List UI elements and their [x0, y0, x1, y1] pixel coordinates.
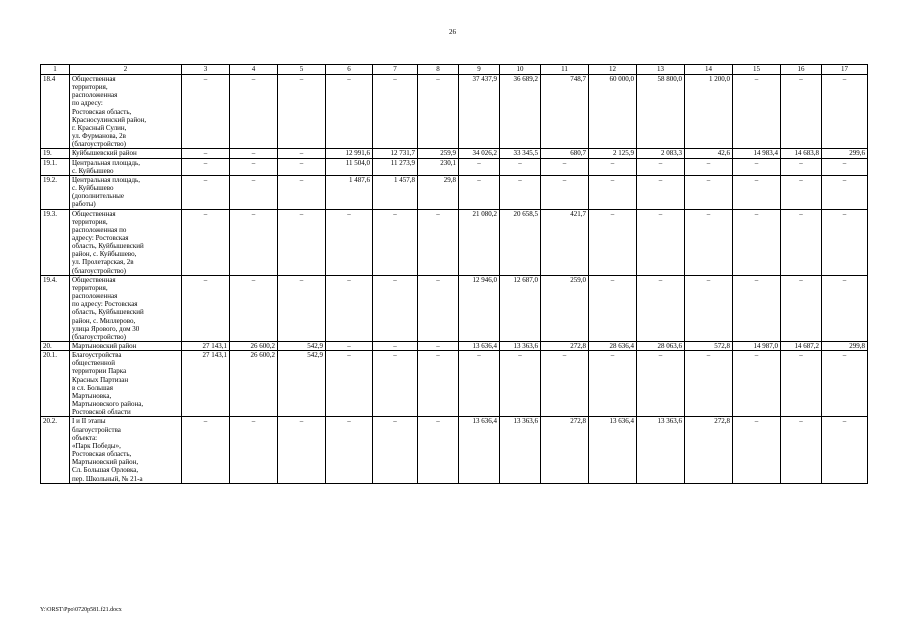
value-cell: –	[500, 351, 541, 417]
value-cell: 2 125,9	[589, 149, 637, 158]
value-cell: –	[822, 158, 868, 175]
value-cell: –	[230, 175, 278, 209]
value-cell: –	[822, 209, 868, 275]
value-cell: 12 991,6	[326, 149, 373, 158]
value-cell: –	[182, 175, 230, 209]
value-cell: 13 363,6	[637, 417, 685, 483]
value-cell: 1 487,6	[326, 175, 373, 209]
value-cell: –	[182, 209, 230, 275]
value-cell: –	[373, 351, 418, 417]
value-cell: –	[637, 209, 685, 275]
value-cell: –	[781, 275, 822, 341]
value-cell: –	[733, 75, 781, 149]
value-cell: 27 143,1	[182, 342, 230, 351]
column-number: 17	[822, 65, 868, 75]
table-row	[41, 417, 868, 483]
value-cell: 748,7	[541, 75, 589, 149]
value-cell: 42,6	[685, 149, 733, 158]
value-cell: 26 600,2	[230, 342, 278, 351]
value-cell: 542,9	[278, 342, 326, 351]
object-name-cell: Центральная площадь, с. Куйбышево (дополнительные работы)	[70, 175, 182, 209]
table-row	[41, 351, 868, 417]
value-cell: 34 026,2	[459, 149, 500, 158]
value-cell: –	[781, 175, 822, 209]
column-number: 14	[685, 65, 733, 75]
value-cell: –	[822, 275, 868, 341]
value-cell: –	[822, 417, 868, 483]
value-cell: –	[637, 275, 685, 341]
value-cell: –	[822, 75, 868, 149]
value-cell: 14 983,4	[733, 149, 781, 158]
value-cell: 33 345,5	[500, 149, 541, 158]
value-cell: 58 800,0	[637, 75, 685, 149]
object-name-cell: Центральная площадь, с. Куйбышево	[70, 158, 182, 175]
value-cell: –	[182, 149, 230, 158]
value-cell: –	[182, 417, 230, 483]
column-number: 3	[182, 65, 230, 75]
row-number-cell: 19.3.	[41, 209, 70, 275]
value-cell: 14 683,8	[781, 149, 822, 158]
value-cell: –	[326, 75, 373, 149]
value-cell: –	[326, 209, 373, 275]
value-cell: 259,0	[541, 275, 589, 341]
value-cell: –	[278, 149, 326, 158]
row-number-cell: 19.1.	[41, 158, 70, 175]
value-cell: 27 143,1	[182, 351, 230, 417]
value-cell: –	[418, 417, 459, 483]
value-cell: 36 689,2	[500, 75, 541, 149]
table-row	[41, 158, 868, 175]
value-cell: –	[230, 275, 278, 341]
value-cell: –	[541, 175, 589, 209]
object-name-cell: Куйбышевский район	[70, 149, 182, 158]
value-cell: 272,8	[541, 342, 589, 351]
column-number: 5	[278, 65, 326, 75]
value-cell: –	[589, 158, 637, 175]
value-cell: –	[418, 75, 459, 149]
value-cell: 28 063,6	[637, 342, 685, 351]
value-cell: 13 636,4	[459, 417, 500, 483]
value-cell: 1 457,8	[373, 175, 418, 209]
value-cell: –	[326, 417, 373, 483]
object-name-cell: Мартыновский район	[70, 342, 182, 351]
row-number-cell: 18.4	[41, 75, 70, 149]
value-cell: –	[230, 75, 278, 149]
table-row	[41, 342, 868, 351]
value-cell: –	[418, 209, 459, 275]
value-cell: –	[589, 351, 637, 417]
value-cell: 299,6	[822, 149, 868, 158]
row-number-cell: 19.4.	[41, 275, 70, 341]
value-cell: –	[418, 351, 459, 417]
column-number: 10	[500, 65, 541, 75]
value-cell: 12 946,0	[459, 275, 500, 341]
table-row	[41, 75, 868, 149]
value-cell: –	[326, 351, 373, 417]
value-cell: –	[230, 158, 278, 175]
column-number: 11	[541, 65, 589, 75]
value-cell: 13 636,4	[589, 417, 637, 483]
column-number: 2	[70, 65, 182, 75]
column-number: 4	[230, 65, 278, 75]
value-cell: 1 200,0	[685, 75, 733, 149]
value-cell: 272,8	[685, 417, 733, 483]
value-cell: –	[589, 175, 637, 209]
row-number-cell: 20.	[41, 342, 70, 351]
value-cell: 680,7	[541, 149, 589, 158]
value-cell: –	[373, 417, 418, 483]
value-cell: 28 636,4	[589, 342, 637, 351]
value-cell: –	[182, 75, 230, 149]
table-row	[41, 275, 868, 341]
column-number: 7	[373, 65, 418, 75]
value-cell: –	[278, 275, 326, 341]
column-number: 9	[459, 65, 500, 75]
value-cell: –	[637, 351, 685, 417]
value-cell: –	[230, 417, 278, 483]
value-cell: –	[541, 158, 589, 175]
value-cell: 14 987,0	[733, 342, 781, 351]
value-cell: –	[781, 351, 822, 417]
value-cell: –	[373, 342, 418, 351]
value-cell: 13 636,4	[459, 342, 500, 351]
value-cell: –	[278, 209, 326, 275]
row-number-cell: 19.2.	[41, 175, 70, 209]
value-cell: 272,8	[541, 417, 589, 483]
value-cell: –	[822, 175, 868, 209]
value-cell: –	[781, 75, 822, 149]
value-cell: 2 083,3	[637, 149, 685, 158]
value-cell: 20 658,5	[500, 209, 541, 275]
value-cell: 259,9	[418, 149, 459, 158]
value-cell: –	[685, 275, 733, 341]
table-row	[41, 175, 868, 209]
value-cell: –	[685, 158, 733, 175]
value-cell: –	[733, 175, 781, 209]
value-cell: 29,8	[418, 175, 459, 209]
value-cell: –	[733, 209, 781, 275]
value-cell: –	[230, 209, 278, 275]
value-cell: –	[685, 175, 733, 209]
column-number: 16	[781, 65, 822, 75]
value-cell: –	[182, 275, 230, 341]
value-cell: –	[326, 342, 373, 351]
value-cell: –	[182, 158, 230, 175]
column-number: 15	[733, 65, 781, 75]
value-cell: –	[418, 275, 459, 341]
value-cell: –	[278, 158, 326, 175]
value-cell: –	[278, 417, 326, 483]
value-cell: 11 504,0	[326, 158, 373, 175]
value-cell: –	[781, 209, 822, 275]
column-number: 13	[637, 65, 685, 75]
column-number: 12	[589, 65, 637, 75]
value-cell: –	[637, 175, 685, 209]
budget-table	[40, 64, 868, 484]
value-cell: –	[685, 209, 733, 275]
value-cell: 12 731,7	[373, 149, 418, 158]
value-cell: 37 437,9	[459, 75, 500, 149]
value-cell: –	[733, 351, 781, 417]
value-cell: 12 687,0	[500, 275, 541, 341]
value-cell: 14 687,2	[781, 342, 822, 351]
value-cell: 299,8	[822, 342, 868, 351]
value-cell: –	[373, 209, 418, 275]
table-row	[41, 149, 868, 158]
object-name-cell: Общественная территория, расположенная по адресу: Ростовская область, Куйбышевский район, с. Куйбышево, ул. Пролетарская, 2в (благоустройство)	[70, 209, 182, 275]
value-cell: –	[733, 417, 781, 483]
column-number: 1	[41, 65, 70, 75]
value-cell: 60 000,0	[589, 75, 637, 149]
value-cell: –	[278, 175, 326, 209]
value-cell: 572,8	[685, 342, 733, 351]
column-number: 8	[418, 65, 459, 75]
value-cell: –	[278, 75, 326, 149]
footer-file-path: Y:\ORST\Ppo\0720p581.f21.docx	[40, 607, 122, 613]
row-number-cell: 20.1.	[41, 351, 70, 417]
value-cell: –	[459, 175, 500, 209]
row-number-cell: 19.	[41, 149, 70, 158]
object-name-cell: Общественная территория, расположенная по адресу: Ростовская область, Куйбышевский район, с. Миллерово, улица Ярового, дом 30 (благоустройство)	[70, 275, 182, 341]
value-cell: 421,7	[541, 209, 589, 275]
value-cell: –	[459, 351, 500, 417]
value-cell: –	[781, 158, 822, 175]
value-cell: –	[418, 342, 459, 351]
value-cell: –	[500, 158, 541, 175]
value-cell: –	[781, 417, 822, 483]
value-cell: –	[822, 351, 868, 417]
column-number-row	[41, 65, 868, 75]
row-number-cell: 20.2.	[41, 417, 70, 483]
object-name-cell: Общественная территория, расположенная по адресу: Ростовская область, Красносулинский район, г. Красный Сулин, ул. Фурманова, 2в (благоустройство)	[70, 75, 182, 149]
value-cell: –	[733, 158, 781, 175]
value-cell: 542,9	[278, 351, 326, 417]
value-cell: 13 363,6	[500, 417, 541, 483]
value-cell: –	[326, 275, 373, 341]
column-number: 6	[326, 65, 373, 75]
object-name-cell: I и II этапы благоустройства объекта: «Парк Победы», Ростовская область, Мартыновский район, Сл. Большая Орловка, пер. Школьный, № 21-а	[70, 417, 182, 483]
value-cell: –	[541, 351, 589, 417]
value-cell: –	[373, 75, 418, 149]
value-cell: –	[685, 351, 733, 417]
object-name-cell: Благоустройства общественной территории Парка Красных Партизан в сл. Большая Мартыновка, Мартыновского района, Ростовской области	[70, 351, 182, 417]
value-cell: –	[733, 275, 781, 341]
value-cell: –	[589, 275, 637, 341]
value-cell: –	[589, 209, 637, 275]
page-number: 26	[449, 28, 456, 36]
table-row	[41, 209, 868, 275]
value-cell: 11 273,9	[373, 158, 418, 175]
value-cell: 230,1	[418, 158, 459, 175]
value-cell: –	[637, 158, 685, 175]
value-cell: 13 363,6	[500, 342, 541, 351]
value-cell: –	[373, 275, 418, 341]
value-cell: –	[500, 175, 541, 209]
value-cell: 26 600,2	[230, 351, 278, 417]
value-cell: 21 080,2	[459, 209, 500, 275]
value-cell: –	[230, 149, 278, 158]
value-cell: –	[459, 158, 500, 175]
